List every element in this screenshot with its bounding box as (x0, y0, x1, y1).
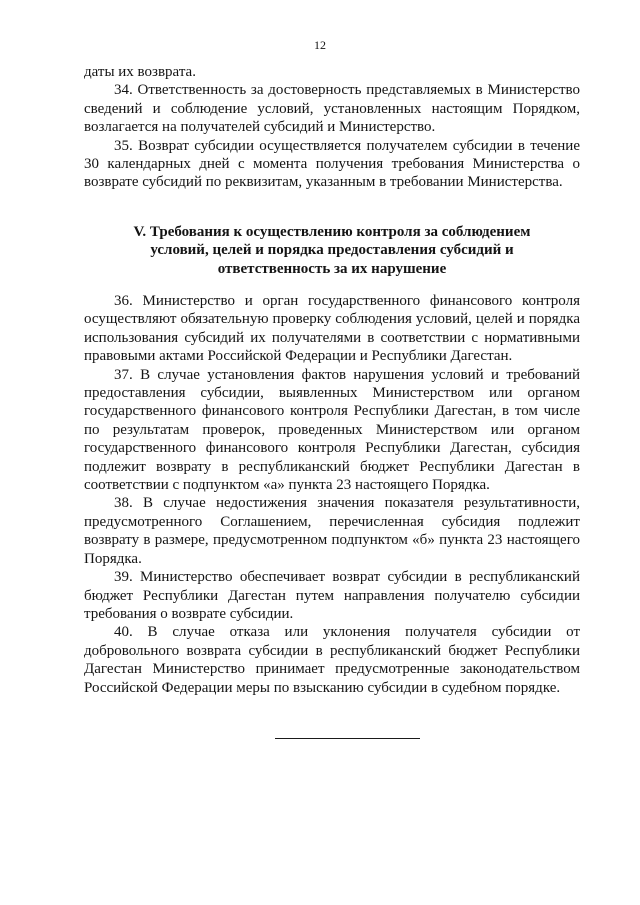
paragraph-36: 36. Министерство и орган государственного финансового контроля осуществляют обязательную проверку соблюдения условий, целей и порядка использования субсидий их получателями в соответствии с нормативными правовыми актами Российской Федерации и Республики Дагестан. (84, 293, 580, 365)
paragraph-34: 34. Ответственность за достоверность представляемых в Министерство сведений и соблюдение условий, установленных настоящим Порядком, возлагается на получателей субсидий и Министерство. (84, 82, 580, 136)
section-heading (110, 223, 554, 278)
paragraph-37: 37. В случае установления фактов нарушения условий и требований предоставления субсидии, выявленных Министерством или органом государственного финансового контроля Республики Дагестан, в том числе по результатам проверок, проведенных Министерством или органом государственного финансового контроля Республики Дагестан, субсидия подлежит возврату в республиканский бюджет Республики Дагестан в соответствии с подпунктом «а» пункта 23 настоящего Порядка. (84, 366, 580, 494)
top-text-block (84, 63, 580, 192)
continuation-text: даты их возврата. (84, 64, 196, 80)
section-heading-line-1: V. Требования к осуществлению контроля за соблюдением (133, 224, 531, 240)
paragraph-40: 40. В случае отказа или уклонения получателя субсидии от добровольного возврата субсидии в республиканский бюджет Республики Дагестан Министерство принимает предусмотренные законодательством Российской Федерации меры по взысканию субсидии в судебном порядке. (84, 624, 580, 696)
page-number: 12 (314, 38, 326, 52)
bottom-text-block (84, 292, 580, 697)
end-of-document-rule (275, 738, 420, 739)
section-heading-line-2: условий, целей и порядка предоставления субсидий и (150, 242, 514, 259)
paragraph-35: 35. Возврат субсидии осуществляется получателем субсидии в течение 30 календарных дней с момента получения требования Министерства о возврате субсидий по реквизитам, указанным в требовании Министерства. (84, 137, 580, 191)
section-heading-line-3: ответственность за их нарушение (217, 260, 447, 277)
paragraph-39: 39. Министерство обеспечивает возврат субсидии в республиканский бюджет Республики Дагестан путем направления получателю субсидии требования о возврате субсидии. (84, 569, 580, 622)
paragraph-38: 38. В случае недостижения значения показателя результативности, предусмотренного Соглашением, перечисленная субсидия подлежит возврату в размере, предусмотренном подпунктом «б» пункта 23 настоящего Порядка. (84, 495, 580, 567)
